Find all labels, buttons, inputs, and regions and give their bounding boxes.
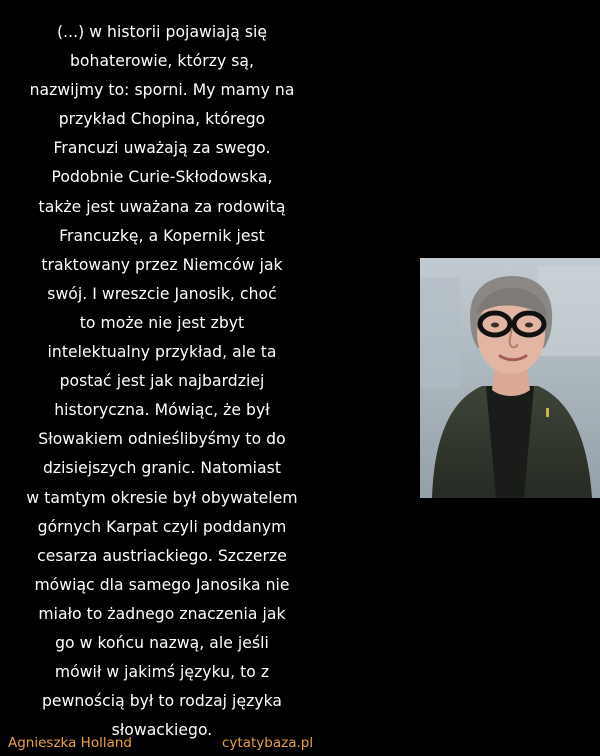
author-photo: [420, 258, 600, 498]
quote-text: (...) w historii pojawiają się bohaterowie, którzy są, nazwijmy to: sporni. My mamy na przykład Chopina, którego Francuzi uważają za swego. Podobnie Curie-Skłodowska, także jest uważana za rodowitą Francuzkę, a Kopernik jest traktowany przez Niemców jak swój. I wreszcie Janosik, choć to może nie jest zbyt intelektualny przykład, ale ta postać jest jak najbardziej historyczna. Mówiąc, że był Słowakiem odnieślibyśmy to do dzisiejszych granic. Natomiast w tamtym okresie był obywatelem górnych Karpat czyli poddanym cesarza austriackiego. Szczerze mówiąc dla samego Janosika nie miało to żadnego znaczenia jak go w końcu nazwą, ale jeśli mówił w jakimś języku, to z pewnością był to rodzaj języka słowackiego.: [26, 23, 298, 740]
author-link[interactable]: Agnieszka Holland: [8, 735, 132, 751]
site-link[interactable]: cytatybaza.pl: [222, 735, 314, 751]
